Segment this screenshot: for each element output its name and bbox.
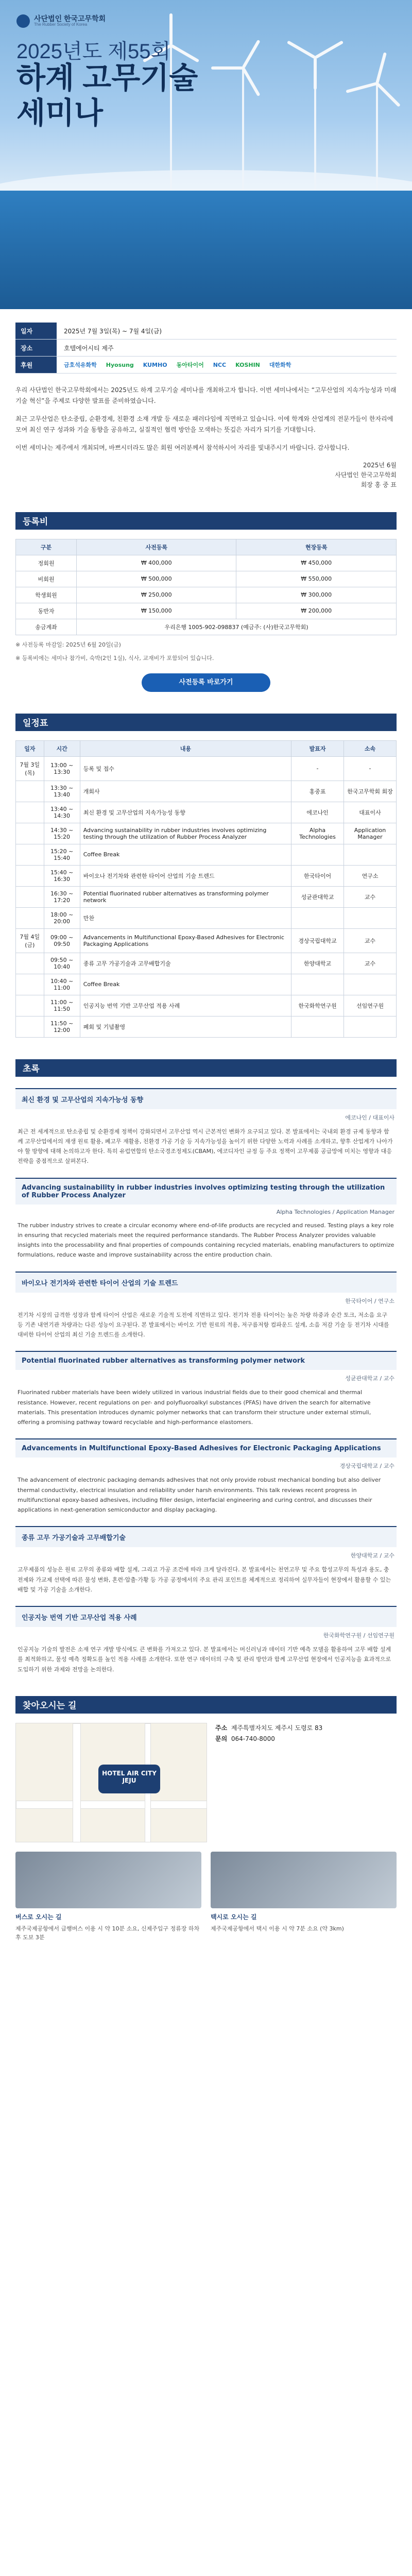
table-header: 내용 bbox=[80, 740, 291, 756]
program-topic: 개회사 bbox=[80, 781, 291, 802]
letter-paragraph: 우리 사단법인 한국고무학회에서는 2025년도 하계 고무기술 세미나를 개최하고자 합니다. 이번 세미나에서는 “고무산업의 지속가능성과 미래 기술 혁신”을 주제로 다양한 발표를 준비하였습니다. bbox=[15, 386, 397, 404]
taxi-photo bbox=[211, 1852, 397, 1908]
registration-note: ※ 등록비에는 세미나 참가비, 숙박(2인 1실), 식사, 교재비가 포함되어 있습니다. bbox=[15, 654, 214, 662]
table-header: 구분 bbox=[16, 539, 77, 555]
abstract-item bbox=[15, 1606, 397, 1674]
abstract-body: 최근 전 세계적으로 탄소중립 및 순환경제 정책이 강화되면서 고무산업 역시 근본적인 변화가 요구되고 있다. 본 발표에서는 국내외 환경 규제 동향과 함께 고무산업에서의 재생 원료 활용, 폐고무 재활용, 친환경 가공 기술 등 지속가능성을 높이기 위한 다양한 노력과 사례를 소개하고, 향후 산업계가 나아가야 할 방향에 대해 논의하고자 한다. 특히 유럽연합의 탄소국경조정제도(CBAM), 에코디자인 규정 등 주요 정책이 고무제품 공급망에 미치는 영향과 대응 전략을 중점적으로 살펴본다. bbox=[18, 1128, 393, 1165]
program-topic: Potential fluorinated rubber alternatives as transforming polymer network bbox=[80, 886, 291, 907]
directions-area bbox=[15, 1723, 397, 1842]
bus-text: 제주국제공항에서 급행버스 이용 시 약 10분 소요, 신제주입구 정류장 하차 후 도보 3분 bbox=[15, 1925, 200, 1941]
program-speaker: 에코나인 bbox=[291, 802, 344, 823]
program-time: 15:40 ~ 16:30 bbox=[44, 865, 80, 886]
info-row-place bbox=[15, 340, 397, 357]
info-value: 호텔에어시티 제주 bbox=[64, 344, 114, 352]
fee-label: 동반자 bbox=[16, 603, 77, 619]
abstract-item bbox=[15, 1178, 397, 1260]
table-row bbox=[16, 603, 397, 619]
abstract-speaker: 한국화학연구원 / 선임연구원 bbox=[323, 1632, 394, 1639]
program-speaker: 한국타이어 bbox=[291, 865, 344, 886]
account-label: 송금계좌 bbox=[16, 619, 77, 635]
info-row-date bbox=[15, 323, 397, 340]
table-row bbox=[16, 781, 397, 802]
sponsor-logo: Hyosung bbox=[106, 361, 134, 368]
program-day: 7월 3일 (목) bbox=[16, 756, 44, 781]
abstract-speaker: 에코나인 / 대표이사 bbox=[345, 1114, 394, 1121]
program-affiliation bbox=[344, 844, 397, 865]
table-header: 사전등록 bbox=[77, 539, 236, 555]
address-label: 주소 bbox=[215, 1724, 228, 1732]
seminar-title-line2: 세미나 bbox=[16, 96, 104, 130]
letter-paragraph: 최근 고무산업은 탄소중립, 순환경제, 친환경 소재 개발 등 새로운 패러다임에 직면하고 있습니다. 이에 학계와 산업계의 전문가들이 한자리에 모여 최신 연구 성과와 기술 동향을 공유하고, 실질적인 협력 방안을 모색하는 뜻깊은 자리가 되기를 기대합니다. bbox=[15, 415, 393, 433]
program-day bbox=[16, 844, 44, 865]
program-topic: 만찬 bbox=[80, 907, 291, 928]
abstract-title: 종류 고무 가공기술과 고무배합기술 bbox=[15, 1527, 397, 1547]
program-topic: 최신 환경 및 고무산업의 지속가능성 동향 bbox=[80, 802, 291, 823]
program-time: 10:40 ~ 11:00 bbox=[44, 974, 80, 995]
program-topic: Coffee Break bbox=[80, 844, 291, 865]
hotel-address-block bbox=[215, 1723, 397, 1842]
abstract-item bbox=[15, 1088, 397, 1166]
fee-onsite: ₩ 550,000 bbox=[236, 571, 397, 587]
program-speaker: - bbox=[291, 756, 344, 781]
abstract-title: Potential fluorinated rubber alternatives as transforming polymer network bbox=[15, 1352, 397, 1370]
abstract-body: Fluorinated rubber materials have been widely utilized in various industrial fields due to their good chemical and thermal resistance. However, recent regulations on per- and polyfluoroalkyl substances (PFAS) have driven the search for alternative materials. This presentation introduces dynamic polymer networks that can transform their structure under external stimuli, offering a promising pathway toward recyclable and high-performance elastomers. bbox=[18, 1389, 371, 1426]
program-speaker bbox=[291, 844, 344, 865]
program-speaker: 한국화학연구원 bbox=[291, 995, 344, 1016]
abstract-body: The rubber industry strives to create a circular economy where end-of-life products are recycled and reused. Testing plays a key role in ensuring that recycled materials meet the required performance standards. The Rubber Process Analyzer provides valuable insights into the processability and final properties of compounds containing recycled materials, enabling manufacturers to optimize formulations, reduce waste and improve sustainability across the entire production chain. bbox=[18, 1222, 394, 1259]
program-time: 16:30 ~ 17:20 bbox=[44, 886, 80, 907]
program-speaker: 한양대학교 bbox=[291, 953, 344, 974]
table-header: 일자 bbox=[16, 740, 44, 756]
abstract-item bbox=[15, 1526, 397, 1595]
seminar-title bbox=[16, 61, 198, 131]
abstract-speaker: 한국타이어 / 연구소 bbox=[345, 1297, 394, 1304]
program-time: 09:50 ~ 10:40 bbox=[44, 953, 80, 974]
program-topic: 종류 고무 가공기술과 고무배합기술 bbox=[80, 953, 291, 974]
table-row bbox=[16, 587, 397, 603]
location-map bbox=[15, 1723, 207, 1842]
program-affiliation: 선임연구원 bbox=[344, 995, 397, 1016]
program-affiliation: 한국고무학회 회장 bbox=[344, 781, 397, 802]
program-day bbox=[16, 823, 44, 844]
table-header: 현장등록 bbox=[236, 539, 397, 555]
program-topic: 폐회 및 기념촬영 bbox=[80, 1016, 291, 1037]
program-time: 09:00 ~ 09:50 bbox=[44, 928, 80, 953]
fee-onsite: ₩ 200,000 bbox=[236, 603, 397, 619]
program-day bbox=[16, 974, 44, 995]
table-header: 소속 bbox=[344, 740, 397, 756]
map-road bbox=[73, 1723, 81, 1842]
program-affiliation: 교수 bbox=[344, 886, 397, 907]
section-title-directions: 찾아오시는 길 bbox=[15, 1696, 397, 1714]
registration-note: ※ 사전등록 마감일: 2025년 6월 20일(금) bbox=[15, 641, 121, 648]
sponsor-logo: 대한화학 bbox=[269, 362, 291, 368]
table-header: 시간 bbox=[44, 740, 80, 756]
program-affiliation bbox=[344, 1016, 397, 1037]
event-info bbox=[15, 323, 397, 374]
seminar-edition: 2025년도 제55회 bbox=[16, 40, 171, 63]
program-speaker: Alpha Technologies bbox=[291, 823, 344, 844]
sponsor-logos bbox=[64, 361, 291, 369]
program-topic: Coffee Break bbox=[80, 974, 291, 995]
abstract-speaker: 성균관대학교 / 교수 bbox=[345, 1375, 394, 1382]
program-topic: Advancements in Multifunctional Epoxy-Based Adhesives for Electronic Packaging Applications bbox=[80, 928, 291, 953]
table-row bbox=[16, 844, 397, 865]
table-row bbox=[16, 953, 397, 974]
abstract-title: 바이오나 전기차와 관련한 타이어 산업의 기술 트렌드 bbox=[15, 1273, 397, 1293]
letter-paragraph: 이번 세미나는 제주에서 개최되며, 바쁘시더라도 많은 회원 여러분께서 참석하시어 자리를 빛내주시기 바랍니다. 감사합니다. bbox=[15, 444, 350, 451]
program-affiliation: 연구소 bbox=[344, 865, 397, 886]
abstract-title: Advancements in Multifunctional Epoxy-Based Adhesives for Electronic Packaging Applications bbox=[15, 1439, 397, 1458]
table-row bbox=[16, 928, 397, 953]
program-topic: Advancing sustainability in rubber industries involves optimizing testing through the utilization of Rubber Process Analyzer bbox=[80, 823, 291, 844]
program-topic: 등록 및 접수 bbox=[80, 756, 291, 781]
program-affiliation: 교수 bbox=[344, 928, 397, 953]
sign-name: 회장 홍 중 표 bbox=[360, 481, 397, 489]
table-row bbox=[16, 571, 397, 587]
sponsor-logo: 금호석유화학 bbox=[64, 362, 97, 368]
program-day bbox=[16, 953, 44, 974]
map-road bbox=[16, 1801, 207, 1809]
bus-caption: 버스로 오시는 길 bbox=[15, 1913, 62, 1921]
abstract-title: 최신 환경 및 고무산업의 지속가능성 동향 bbox=[15, 1089, 397, 1109]
program-day bbox=[16, 886, 44, 907]
program-body bbox=[16, 756, 397, 1037]
fee-onsite: ₩ 450,000 bbox=[236, 555, 397, 571]
org-name: 사단법인 한국고무학회 The Rubber Society of Korea bbox=[34, 14, 106, 27]
program-time: 14:30 ~ 15:20 bbox=[44, 823, 80, 844]
society-logo-icon bbox=[16, 14, 30, 28]
program-affiliation: - bbox=[344, 756, 397, 781]
table-row bbox=[16, 756, 397, 781]
hero-banner bbox=[0, 0, 412, 309]
table-row bbox=[16, 823, 397, 844]
abstract-title: 인공지능 번역 기반 고무산업 적용 사례 bbox=[15, 1607, 397, 1627]
taxi-text: 제주국제공항에서 택시 이용 시 약 7분 소요 (약 3km) bbox=[211, 1925, 344, 1932]
transport-photos bbox=[15, 1852, 397, 1942]
program-topic: 바이오나 전기차와 관련한 타이어 산업의 기술 트렌드 bbox=[80, 865, 291, 886]
sponsor-logo: KUMHO bbox=[143, 361, 167, 368]
table-row bbox=[16, 974, 397, 995]
bus-directions bbox=[15, 1852, 201, 1942]
sponsor-logo: KOSHIN bbox=[235, 361, 260, 368]
program-affiliation: 교수 bbox=[344, 953, 397, 974]
abstract-title: Advancing sustainability in rubber industries involves optimizing testing through the utilization of Rubber Process Analyzer bbox=[15, 1179, 397, 1205]
fee-pre: ₩ 250,000 bbox=[77, 587, 236, 603]
abstract-body: 인공지능 기술의 발전은 소재 연구 개발 방식에도 큰 변화를 가져오고 있다. 본 발표에서는 머신러닝과 데이터 기반 예측 모델을 활용하여 고무 배합 설계를 최적화하고, 물성 예측 정확도를 높인 적용 사례를 소개한다. 또한 연구 데이터의 구축 및 관리 방안과 함께 고무산업 현장에서 인공지능을 효과적으로 도입하기 위한 과제와 전망을 논의한다. bbox=[18, 1646, 391, 1673]
abstracts-list bbox=[15, 1088, 397, 1674]
program-speaker bbox=[291, 907, 344, 928]
program-speaker: 경상국립대학교 bbox=[291, 928, 344, 953]
pre-registration-button[interactable]: 사전등록 바로가기 bbox=[142, 673, 270, 692]
abstract-item bbox=[15, 1351, 397, 1427]
program-affiliation bbox=[344, 974, 397, 995]
table-row bbox=[16, 555, 397, 571]
taxi-directions bbox=[211, 1852, 397, 1942]
phone-label: 문의 bbox=[215, 1735, 228, 1743]
program-affiliation bbox=[344, 907, 397, 928]
program-time: 13:30 ~ 13:40 bbox=[44, 781, 80, 802]
section-title-program: 일정표 bbox=[15, 714, 397, 731]
abstract-body: The advancement of electronic packaging demands adhesives that not only provide robust mechanical bonding but also deliver thermal conductivity, electrical insulation and reliability under harsh environments. This talk reviews recent progress in multifunctional epoxy-based adhesives, including filler design, interfacial engineering and curing control, and discusses their applications in next-generation semiconductor and display packaging. bbox=[18, 1477, 381, 1514]
abstract-item bbox=[15, 1272, 397, 1340]
fee-onsite: ₩ 300,000 bbox=[236, 587, 397, 603]
program-speaker bbox=[291, 1016, 344, 1037]
sign-org: 사단법인 한국고무학회 bbox=[335, 471, 397, 479]
abstract-body: 고무제품의 성능은 원료 고무의 종류와 배합 설계, 그리고 가공 조건에 따라 크게 달라진다. 본 발표에서는 천연고무 및 주요 합성고무의 특성과 용도, 충전제와 가교제 선택에 따른 물성 변화, 혼련·압출·가황 등 가공 공정에서의 주요 관리 포인트를 체계적으로 정리하여 실무자들이 현장에서 활용할 수 있는 배합 및 가공 기술을 소개한다. bbox=[18, 1566, 391, 1593]
program-day bbox=[16, 865, 44, 886]
abstract-speaker: 경상국립대학교 / 교수 bbox=[339, 1463, 394, 1470]
table-row bbox=[16, 907, 397, 928]
address-value: 제주특별자치도 제주시 도령로 83 bbox=[231, 1724, 323, 1732]
table-row bbox=[16, 1016, 397, 1037]
phone-value: 064-740-8000 bbox=[231, 1735, 275, 1743]
info-label: 일자 bbox=[15, 323, 57, 339]
table-row bbox=[16, 865, 397, 886]
program-table bbox=[15, 740, 397, 1038]
program-day bbox=[16, 781, 44, 802]
program-day bbox=[16, 995, 44, 1016]
program-time: 13:40 ~ 14:30 bbox=[44, 802, 80, 823]
invitation-letter bbox=[15, 385, 397, 490]
program-speaker: 성균관대학교 bbox=[291, 886, 344, 907]
table-row bbox=[16, 802, 397, 823]
fee-pre: ₩ 150,000 bbox=[77, 603, 236, 619]
info-row-sponsor bbox=[15, 357, 397, 374]
table-row bbox=[16, 619, 397, 635]
registration-fee-table bbox=[15, 539, 397, 635]
abstract-body: 전기차 시장의 급격한 성장과 함께 타이어 산업은 새로운 기술적 도전에 직면하고 있다. 전기차 전용 타이어는 높은 차량 하중과 순간 토크, 저소음 요구 등 기존 내연기관 차량과는 다른 성능이 요구된다. 본 발표에서는 바이오 기반 원료의 적용, 저구름저항 컴파운드 설계, 소음 저감 기술 등 전기차 시대를 대비한 타이어 산업의 최신 기술 트렌드를 소개한다. bbox=[18, 1311, 389, 1338]
program-speaker: 홍중표 bbox=[291, 781, 344, 802]
program-time: 18:00 ~ 20:00 bbox=[44, 907, 80, 928]
program-speaker bbox=[291, 974, 344, 995]
program-day: 7월 4일 (금) bbox=[16, 928, 44, 953]
letter-signature bbox=[15, 461, 397, 490]
sponsor-logo: NCC bbox=[213, 361, 227, 368]
account-value: 우리은행 1005-902-098837 (예금주: (사)한국고무학회) bbox=[77, 619, 397, 635]
program-affiliation: Application Manager bbox=[344, 823, 397, 844]
table-row bbox=[16, 886, 397, 907]
section-title-abstracts: 초록 bbox=[15, 1059, 397, 1077]
hotel-location-marker: HOTEL AIR CITY JEJU bbox=[98, 1765, 160, 1793]
bus-photo bbox=[15, 1852, 201, 1908]
abstract-speaker: 한양대학교 / 교수 bbox=[350, 1552, 394, 1560]
program-time: 15:20 ~ 15:40 bbox=[44, 844, 80, 865]
program-day bbox=[16, 1016, 44, 1037]
program-topic: 인공지능 번역 기반 고무산업 적용 사례 bbox=[80, 995, 291, 1016]
hero-sea bbox=[0, 191, 412, 309]
table-header: 발표자 bbox=[291, 740, 344, 756]
info-label: 장소 bbox=[15, 340, 57, 356]
section-title-registration: 등록비 bbox=[15, 512, 397, 530]
abstract-speaker: Alpha Technologies / Application Manager bbox=[276, 1208, 394, 1215]
sign-date: 2025년 6월 bbox=[363, 462, 397, 469]
info-label: 후원 bbox=[15, 357, 57, 373]
taxi-caption: 택시로 오시는 길 bbox=[211, 1913, 257, 1921]
sponsor-logo: 동아타이어 bbox=[176, 362, 204, 368]
fee-label: 정회원 bbox=[16, 555, 77, 571]
info-value: 2025년 7월 3일(목) ~ 7월 4일(금) bbox=[64, 327, 162, 335]
program-day bbox=[16, 907, 44, 928]
org-name-en: The Rubber Society of Korea bbox=[34, 22, 88, 27]
program-time: 11:50 ~ 12:00 bbox=[44, 1016, 80, 1037]
abstract-item bbox=[15, 1438, 397, 1515]
program-affiliation: 대표이사 bbox=[344, 802, 397, 823]
table-row bbox=[16, 995, 397, 1016]
program-time: 11:00 ~ 11:50 bbox=[44, 995, 80, 1016]
fee-label: 학생회원 bbox=[16, 587, 77, 603]
program-day bbox=[16, 802, 44, 823]
fee-label: 비회원 bbox=[16, 571, 77, 587]
fee-pre: ₩ 400,000 bbox=[77, 555, 236, 571]
fee-pre: ₩ 500,000 bbox=[77, 571, 236, 587]
program-time: 13:00 ~ 13:30 bbox=[44, 756, 80, 781]
seminar-title-line1: 하계 고무기술 bbox=[16, 61, 198, 95]
brand-header bbox=[16, 14, 106, 28]
